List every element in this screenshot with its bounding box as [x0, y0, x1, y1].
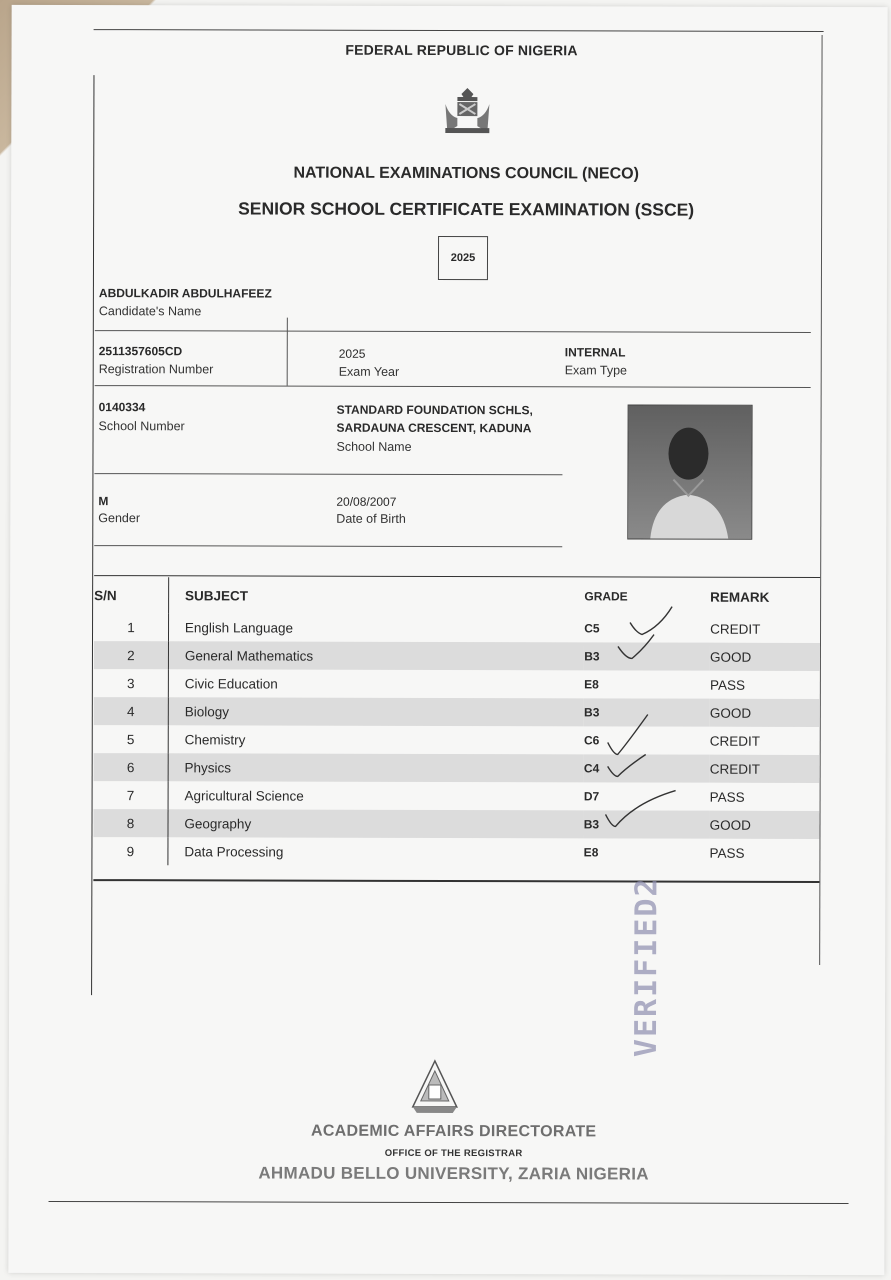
check-mark-icon	[608, 714, 648, 754]
row-remark: PASS	[709, 677, 745, 693]
table-header-row	[94, 577, 820, 615]
row-grade: C4	[584, 754, 710, 782]
row-grade: D7	[583, 789, 600, 804]
exam-year: 2025	[338, 346, 366, 361]
school-name-label: School Name	[336, 439, 412, 454]
row-subject: Biology	[168, 697, 584, 726]
date-of-birth: 20/08/2007	[336, 494, 397, 509]
row-remark: PASS	[709, 845, 745, 861]
table-row	[94, 753, 820, 783]
table-row	[94, 697, 820, 727]
divider	[94, 545, 562, 547]
school-number-label: School Number	[98, 419, 185, 434]
header-grade: GRADE	[584, 589, 628, 604]
row-sn: 8	[93, 809, 167, 837]
row-grade: C6	[583, 733, 600, 748]
row-grade: B3	[584, 810, 710, 838]
table-row	[94, 725, 820, 755]
table-row	[94, 669, 820, 699]
table-row	[94, 613, 820, 643]
table-row	[93, 809, 819, 839]
school-name-line2: SARDAUNA CRESCENT, KADUNA	[336, 420, 532, 436]
exam-type: INTERNAL	[564, 345, 626, 360]
header-sn: S/N	[94, 577, 168, 613]
verified-stamp-text: VERIFIED2	[628, 876, 665, 1058]
result-document	[8, 5, 887, 1275]
council-title: NATIONAL EXAMINATIONS COUNCIL (NECO)	[293, 164, 639, 183]
row-remark: GOOD	[710, 811, 820, 839]
row-sn: 5	[94, 725, 168, 753]
table-row	[94, 781, 820, 811]
check-mark-icon	[606, 790, 676, 826]
directorate-title: ACADEMIC AFFAIRS DIRECTORATE	[310, 1122, 597, 1141]
exam-year-label: Exam Year	[338, 364, 400, 379]
row-grade: E8	[584, 677, 599, 692]
frame-line	[94, 29, 824, 32]
divider	[287, 318, 288, 386]
check-mark-icon	[608, 754, 646, 776]
row-remark: PASS	[709, 789, 745, 805]
table-row	[93, 837, 819, 867]
table-border	[93, 879, 819, 883]
results-table	[93, 577, 820, 867]
row-remark: CREDIT	[710, 755, 820, 783]
header-remark: REMARK	[710, 589, 770, 605]
row-grade: B3	[584, 698, 710, 726]
check-marks	[589, 602, 710, 842]
row-subject: Geography	[168, 809, 584, 838]
row-subject: Physics	[168, 753, 584, 782]
row-sn: 2	[94, 641, 168, 669]
row-sn: 6	[94, 753, 168, 781]
exam-title: SENIOR SCHOOL CERTIFICATE EXAMINATION (SSCE)	[238, 198, 695, 220]
row-subject: General Mathematics	[168, 641, 584, 670]
university-name: AHMADU BELLO UNIVERSITY, ZARIA NIGERIA	[258, 1163, 649, 1184]
registrar-office: OFFICE OF THE REGISTRAR	[384, 1147, 523, 1160]
date-of-birth-label: Date of Birth	[336, 511, 406, 526]
divider	[49, 1201, 849, 1204]
school-name-line1: STANDARD FOUNDATION SCHLS,	[336, 402, 533, 418]
row-grade: C5	[584, 621, 600, 636]
row-sn: 7	[94, 781, 168, 809]
coat-of-arms-icon	[439, 84, 495, 136]
row-grade: B3	[584, 642, 710, 670]
exam-year-box: 2025	[438, 236, 488, 280]
candidate-photo	[627, 404, 752, 539]
row-subject: Civic Education	[184, 675, 278, 692]
row-subject: Chemistry	[184, 731, 246, 747]
row-subject: Agricultural Science	[184, 787, 304, 804]
candidate-name: ABDULKADIR ABDULHAFEEZ	[98, 286, 272, 301]
verified-stamp	[569, 876, 700, 1076]
table-row	[94, 641, 820, 671]
check-mark-icon	[618, 634, 654, 658]
divider	[95, 385, 811, 388]
row-subject: English Language	[184, 619, 294, 636]
university-crest-icon	[409, 1059, 461, 1115]
person-icon	[628, 405, 751, 538]
row-remark: CREDIT	[710, 621, 761, 637]
row-remark: CREDIT	[709, 733, 761, 749]
header-subject: SUBJECT	[184, 587, 249, 603]
row-remark: GOOD	[710, 699, 820, 727]
gender: M	[98, 494, 109, 509]
row-remark: GOOD	[710, 643, 820, 671]
gender-label: Gender	[98, 511, 141, 526]
exam-type-label: Exam Type	[564, 363, 628, 378]
row-sn: 3	[94, 669, 168, 697]
divider	[95, 330, 811, 333]
candidate-name-label: Candidate's Name	[98, 304, 202, 319]
frame-line	[819, 35, 822, 965]
school-number: 0140334	[98, 400, 146, 415]
republic-title: FEDERAL REPUBLIC OF NIGERIA	[345, 41, 578, 59]
registration-number: 2511357605CD	[98, 344, 183, 359]
row-subject: Data Processing	[184, 843, 284, 860]
check-mark-icon	[630, 606, 672, 634]
row-sn: 1	[94, 613, 168, 641]
row-sn: 4	[94, 697, 168, 725]
row-sn: 9	[93, 837, 167, 865]
row-grade: E8	[583, 845, 599, 860]
registration-number-label: Registration Number	[98, 362, 214, 377]
divider	[94, 473, 562, 475]
